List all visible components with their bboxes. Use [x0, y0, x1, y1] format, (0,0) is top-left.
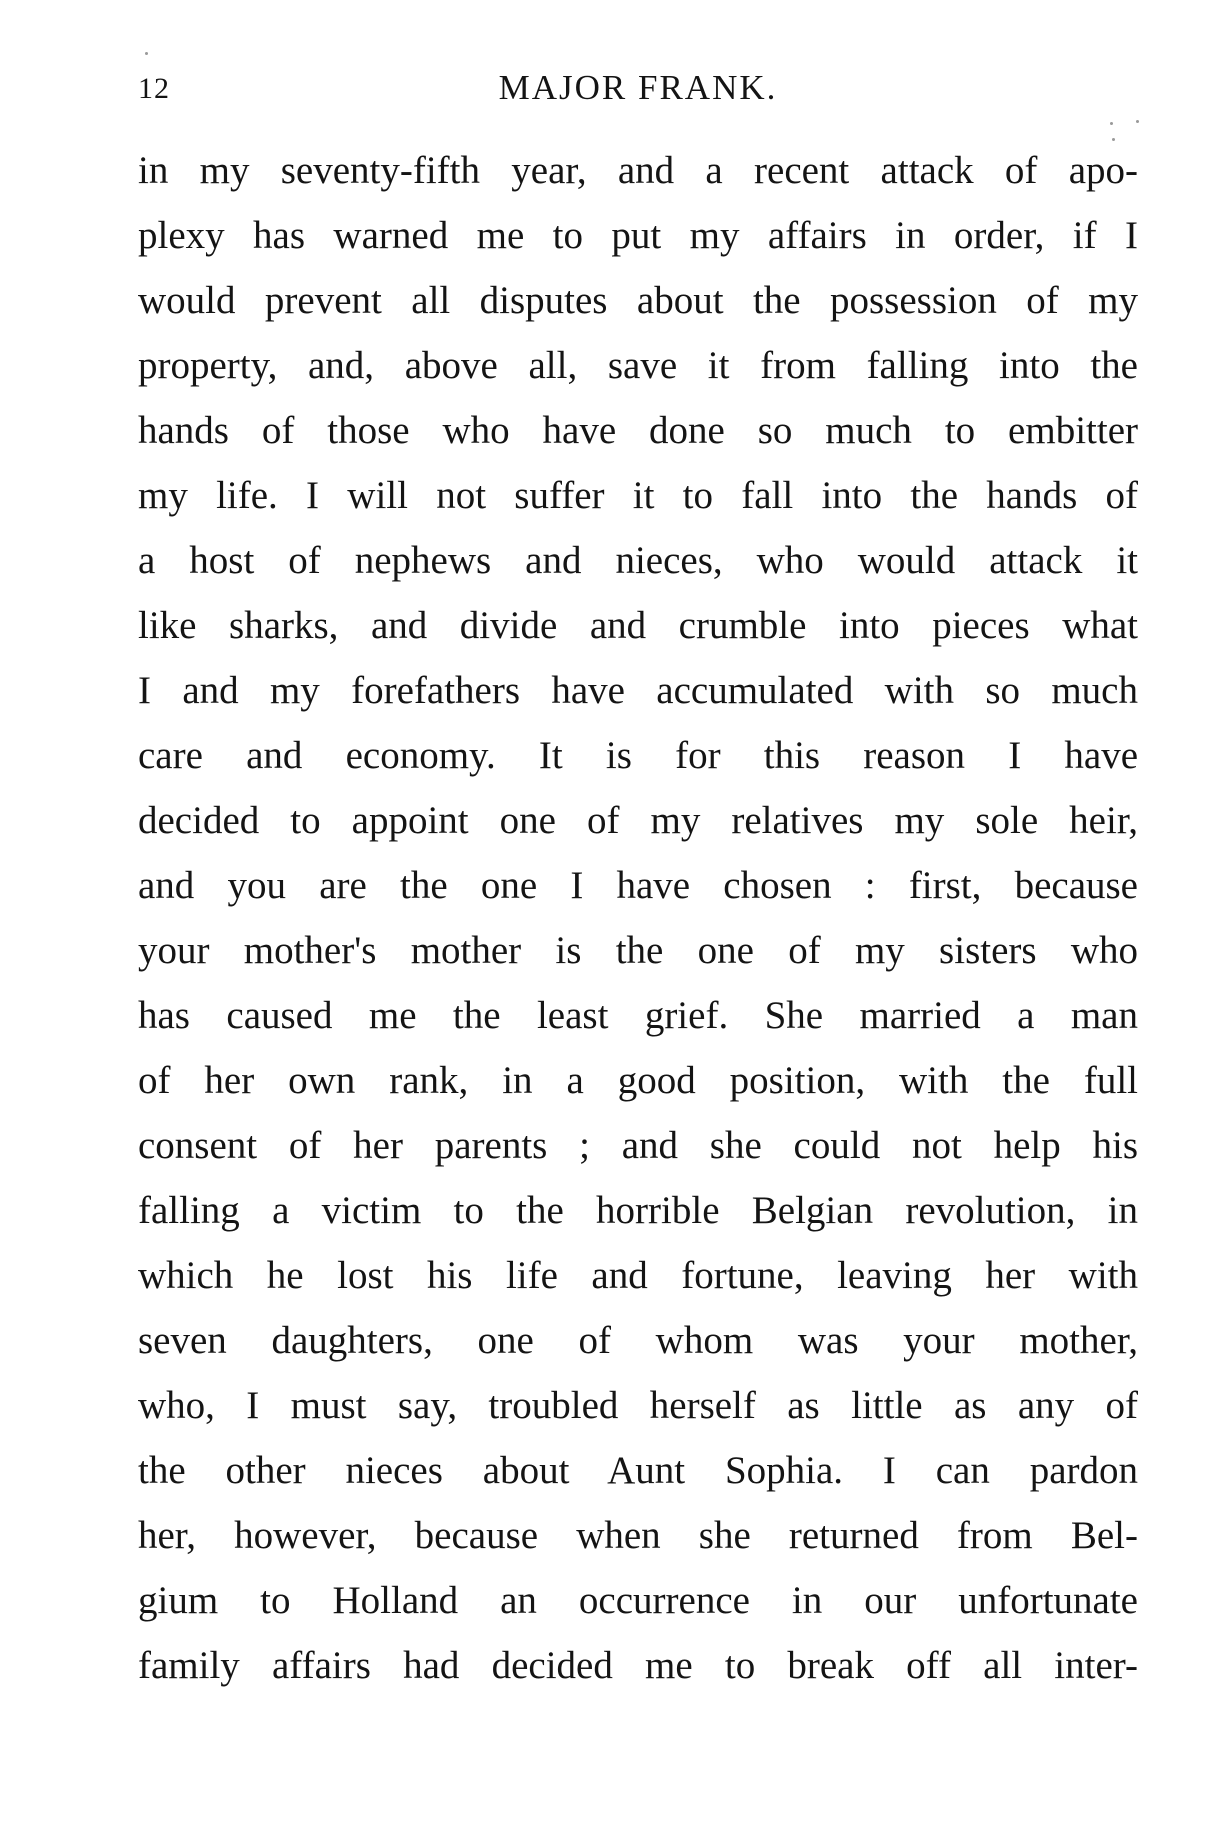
text-line: gium to Holland an occurrence in our unfortunate — [138, 1579, 1138, 1622]
text-line: a host of nephews and nieces, who would attack it — [138, 539, 1138, 582]
text-line: who, I must say, troubled herself as little as any of — [138, 1384, 1138, 1427]
text-line: family affairs had decided me to break off all inter- — [138, 1644, 1138, 1687]
scan-speck — [1136, 120, 1139, 123]
text-line: I and my forefathers have accumulated with so much — [138, 669, 1138, 712]
text-line: her, however, because when she returned from Bel- — [138, 1514, 1138, 1557]
text-line: property, and, above all, save it from falling into the — [138, 344, 1138, 387]
scan-speck — [1110, 122, 1113, 125]
text-line: hands of those who have done so much to embitter — [138, 409, 1138, 452]
text-line: decided to appoint one of my relatives my sole heir, — [138, 799, 1138, 842]
text-line: your mother's mother is the one of my sisters who — [138, 929, 1138, 972]
text-line: the other nieces about Aunt Sophia. I can pardon — [138, 1449, 1138, 1492]
running-title: MAJOR FRANK. — [498, 68, 778, 107]
text-line: care and economy. It is for this reason I have — [138, 734, 1138, 777]
text-line: seven daughters, one of whom was your mother, — [138, 1319, 1138, 1362]
text-line: would prevent all disputes about the possession of my — [138, 279, 1138, 322]
text-line: falling a victim to the horrible Belgian revolution, in — [138, 1189, 1138, 1232]
scan-speck — [145, 52, 148, 55]
text-line: like sharks, and divide and crumble into pieces what — [138, 604, 1138, 647]
text-line: consent of her parents ; and she could not help his — [138, 1124, 1138, 1167]
page-header — [138, 68, 1138, 112]
text-line: of her own rank, in a good position, with the full — [138, 1059, 1138, 1102]
text-line: and you are the one I have chosen : first, because — [138, 864, 1138, 907]
text-line: has caused me the least grief. She married a man — [138, 994, 1138, 1037]
page-number: 12 — [138, 72, 170, 105]
body-text — [138, 138, 1138, 1698]
text-line: in my seventy-fifth year, and a recent attack of apo- — [138, 149, 1138, 192]
scan-speck — [1112, 138, 1115, 141]
text-line: plexy has warned me to put my affairs in order, if I — [138, 214, 1138, 257]
text-line: my life. I will not suffer it to fall into the hands of — [138, 474, 1138, 517]
text-line: which he lost his life and fortune, leaving her with — [138, 1254, 1138, 1297]
